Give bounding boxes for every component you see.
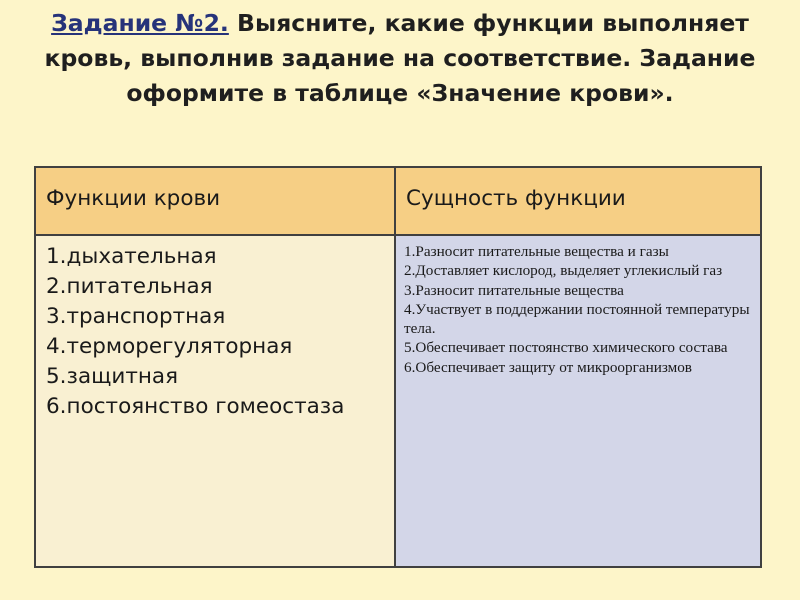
task-heading [40, 6, 760, 111]
essence-item: 6.Обеспечивает защиту от микроорганизмов [404, 358, 692, 376]
function-item: 3.транспортная [46, 304, 226, 329]
blood-functions-table [34, 166, 762, 568]
function-item: 1.дыхательная [46, 244, 217, 269]
header-functions: Функции крови [35, 167, 395, 235]
function-item: 2.питательная [46, 274, 213, 299]
function-item: 6.постоянство гомеостаза [46, 394, 345, 419]
essence-item: 5.Обеспечивает постоянство химического состава [404, 339, 728, 357]
task-text: Выясните, какие функции выполняет кровь, выполнив задание на соответствие. Задание оформите в таблице «Значение крови». [44, 9, 756, 107]
header-essence: Сущность функции [395, 167, 761, 235]
task-number-label: Задание №2. [51, 9, 229, 37]
function-item: 5.защитная [46, 364, 179, 389]
function-item: 4.терморегуляторная [46, 334, 293, 359]
essence-cell [395, 235, 761, 567]
essence-item: 1.Разносит питательные вещества и газы [404, 243, 669, 260]
table-body-row [35, 235, 761, 567]
essence-item: 3.Разносит питательные вещества [404, 281, 624, 299]
essence-item: 4.Участвует в поддержании постоянной температуры тела. [404, 300, 750, 338]
functions-cell [35, 235, 395, 567]
table-header-row [35, 167, 761, 235]
essence-item: 2.Доставляет кислород, выделяет углекислый газ [404, 262, 723, 280]
